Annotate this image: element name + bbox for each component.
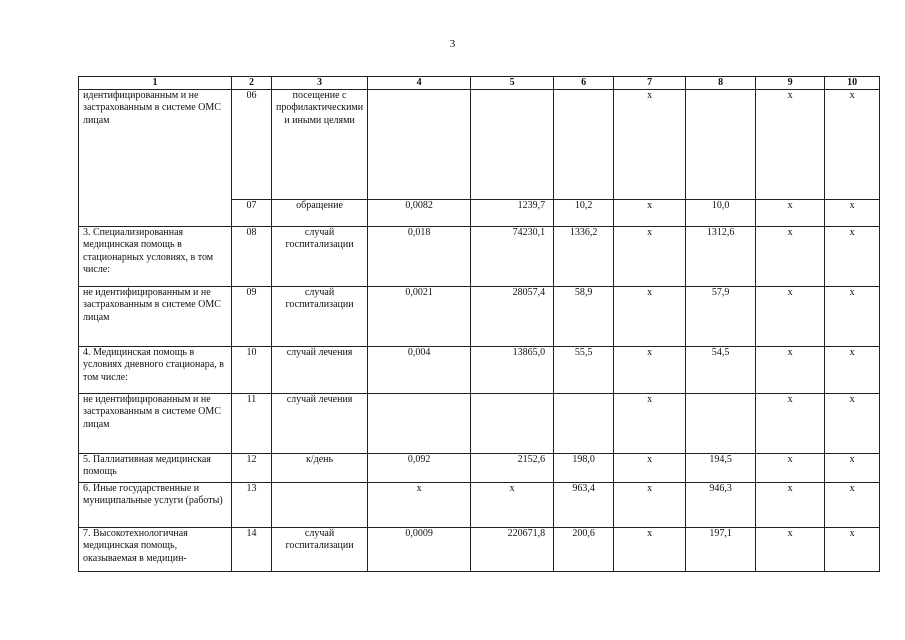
col-header-2: 2 — [232, 77, 272, 90]
cell-c7: х — [614, 454, 686, 483]
cell-c10: х — [825, 200, 880, 227]
row-code: 12 — [232, 454, 272, 483]
cell-c5 — [471, 90, 554, 200]
cell-c8 — [686, 90, 756, 200]
cell-c4: 0,0082 — [368, 200, 471, 227]
cell-c9: х — [756, 454, 825, 483]
row-code: 07 — [232, 200, 272, 227]
row-unit: случай госпитализации — [272, 227, 368, 287]
cell-c7: х — [614, 347, 686, 394]
cell-c10: х — [825, 90, 880, 200]
col-header-10: 10 — [825, 77, 880, 90]
cell-c8: 946,3 — [686, 483, 756, 528]
table-row — [79, 287, 880, 347]
table-row — [79, 528, 880, 572]
col-header-7: 7 — [614, 77, 686, 90]
cell-c4: 0,0009 — [368, 528, 471, 572]
cell-c9: х — [756, 483, 825, 528]
cell-c7: х — [614, 90, 686, 200]
cell-c9: х — [756, 200, 825, 227]
cell-c5: 1239,7 — [471, 200, 554, 227]
cell-c6: 58,9 — [554, 287, 614, 347]
cell-c5: 2152,6 — [471, 454, 554, 483]
cell-c4: х — [368, 483, 471, 528]
cell-c4: 0,004 — [368, 347, 471, 394]
cell-c6 — [554, 90, 614, 200]
row-code: 10 — [232, 347, 272, 394]
row-code: 09 — [232, 287, 272, 347]
cell-c6: 963,4 — [554, 483, 614, 528]
table-row — [79, 227, 880, 287]
table-row — [79, 394, 880, 454]
cell-c9: х — [756, 227, 825, 287]
table-row — [79, 90, 880, 200]
header-row — [79, 77, 880, 90]
cell-c5: 13865,0 — [471, 347, 554, 394]
col-header-3: 3 — [272, 77, 368, 90]
cell-c7: х — [614, 394, 686, 454]
cell-c6: 200,6 — [554, 528, 614, 572]
data-table — [78, 76, 880, 572]
cell-c7: х — [614, 227, 686, 287]
row-unit — [272, 483, 368, 528]
cell-c8: 54,5 — [686, 347, 756, 394]
table-row — [79, 347, 880, 394]
row-description: 7. Высокотехнологичная медицинская помощь, оказываемая в медицин- — [79, 528, 232, 572]
row-description: не идентифицированным и не застрахованным в системе ОМС лицам — [79, 394, 232, 454]
cell-c10: х — [825, 287, 880, 347]
row-code: 06 — [232, 90, 272, 200]
cell-c6 — [554, 394, 614, 454]
cell-c7: х — [614, 483, 686, 528]
row-unit: случай госпитализации — [272, 287, 368, 347]
cell-c7: х — [614, 287, 686, 347]
page-number: 3 — [449, 38, 456, 50]
table-row — [79, 483, 880, 528]
cell-c8: 57,9 — [686, 287, 756, 347]
cell-c9: х — [756, 394, 825, 454]
row-code: 11 — [232, 394, 272, 454]
cell-c5: 220671,8 — [471, 528, 554, 572]
col-header-4: 4 — [368, 77, 471, 90]
cell-c4: 0,092 — [368, 454, 471, 483]
cell-c6: 10,2 — [554, 200, 614, 227]
cell-c10: х — [825, 483, 880, 528]
row-code: 13 — [232, 483, 272, 528]
cell-c8: 1312,6 — [686, 227, 756, 287]
cell-c6: 1336,2 — [554, 227, 614, 287]
cell-c9: х — [756, 287, 825, 347]
row-unit: посещение с профилактическими и иными целями — [272, 90, 368, 200]
cell-c6: 55,5 — [554, 347, 614, 394]
cell-c8: 194,5 — [686, 454, 756, 483]
cell-c5: х — [471, 483, 554, 528]
cell-c8: 197,1 — [686, 528, 756, 572]
cell-c6: 198,0 — [554, 454, 614, 483]
cell-c5 — [471, 394, 554, 454]
col-header-6: 6 — [554, 77, 614, 90]
table-row — [79, 454, 880, 483]
cell-c10: х — [825, 454, 880, 483]
col-header-9: 9 — [756, 77, 825, 90]
row-unit: случай лечения — [272, 394, 368, 454]
cell-c5: 28057,4 — [471, 287, 554, 347]
cell-c4: 0,0021 — [368, 287, 471, 347]
cell-c10: х — [825, 394, 880, 454]
row-description: 6. Иные государственные и муниципальные услуги (работы) — [79, 483, 232, 528]
row-description: 3. Специализированная медицинская помощь в стационарных условиях, в том числе: — [79, 227, 232, 287]
row-unit: случай госпитализации — [272, 528, 368, 572]
cell-c4: 0,018 — [368, 227, 471, 287]
row-unit: обращение — [272, 200, 368, 227]
cell-c9: х — [756, 90, 825, 200]
row-description: 5. Паллиативная медицинская помощь — [79, 454, 232, 483]
row-unit: случай лечения — [272, 347, 368, 394]
row-description: не идентифицированным и не застрахованным в системе ОМС лицам — [79, 287, 232, 347]
cell-c10: х — [825, 528, 880, 572]
cell-c4 — [368, 394, 471, 454]
row-unit: к/день — [272, 454, 368, 483]
col-header-8: 8 — [686, 77, 756, 90]
col-header-1: 1 — [79, 77, 232, 90]
cell-c9: х — [756, 347, 825, 394]
row-description: идентифицированным и не застрахованным в системе ОМС лицам — [79, 90, 232, 227]
cell-c9: х — [756, 528, 825, 572]
col-header-5: 5 — [471, 77, 554, 90]
cell-c10: х — [825, 347, 880, 394]
row-code: 08 — [232, 227, 272, 287]
cell-c7: х — [614, 528, 686, 572]
cell-c8 — [686, 394, 756, 454]
row-description: 4. Медицинская помощь в условиях дневного стационара, в том числе: — [79, 347, 232, 394]
row-code: 14 — [232, 528, 272, 572]
cell-c5: 74230,1 — [471, 227, 554, 287]
cell-c10: х — [825, 227, 880, 287]
cell-c4 — [368, 90, 471, 200]
cell-c8: 10,0 — [686, 200, 756, 227]
cell-c7: х — [614, 200, 686, 227]
